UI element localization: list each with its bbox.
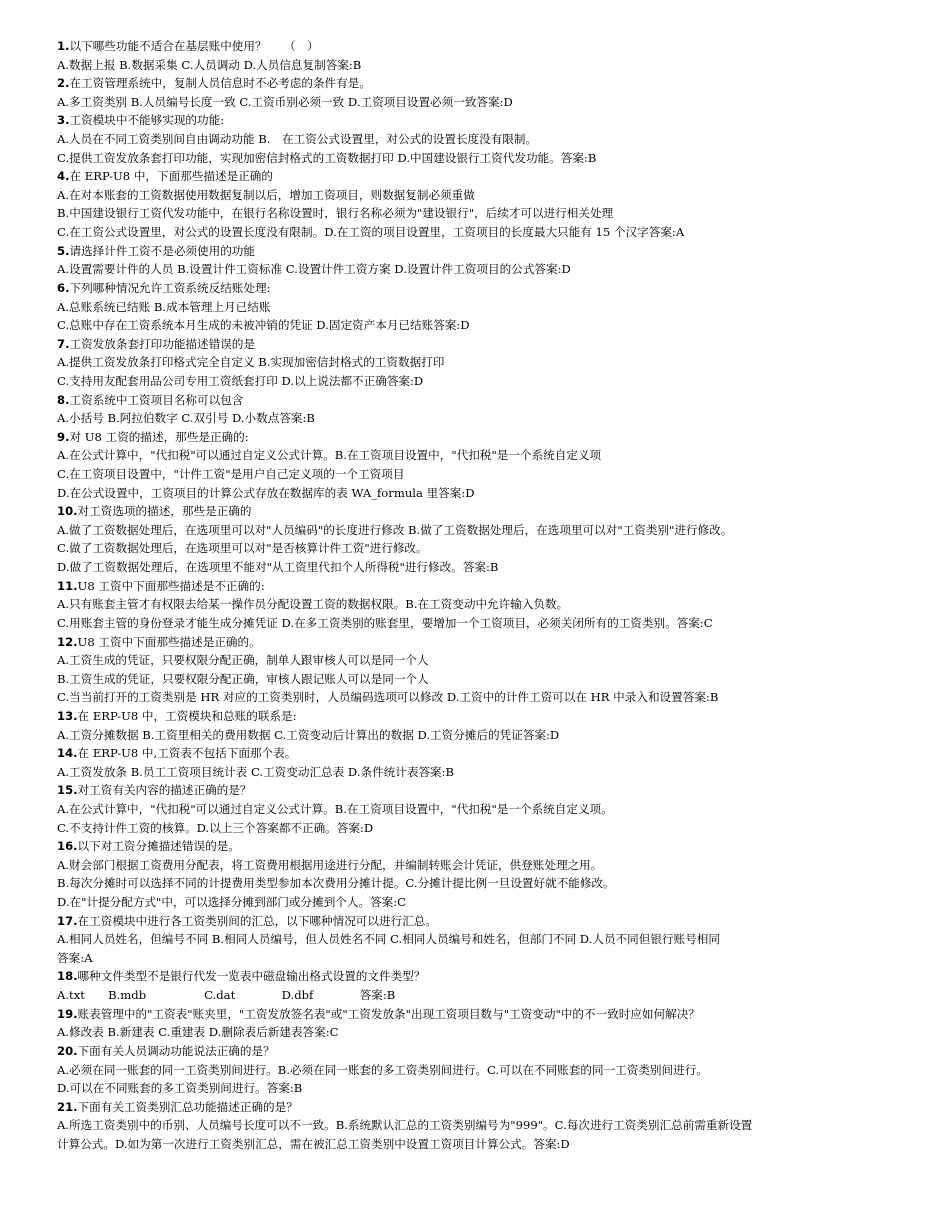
option-line: A.财会部门根据工资费用分配表，将工资费用根据用途进行分配，并编制转账会计凭证，供登账处理之用。 xyxy=(57,857,603,872)
option-line: 计算公式。D.如为第一次进行工资类别汇总，需在被汇总工资类别中设置工资项目计算公式。答案:D xyxy=(57,1136,570,1151)
option-line: A.工资发放条 B.员工工资项目统计表 C.工资变动汇总表 D.条件统计表答案:B xyxy=(57,764,455,779)
option-line: C.支持用友配套用品公司专用工资纸套打印 D.以上说法都不正确答案:D xyxy=(57,373,424,388)
option-line: C.用账套主管的身份登录才能生成分摊凭证 D.在多工资类别的账套里，要增加一个工资项目，必须关闭所有的工资类别。答案:C xyxy=(57,615,713,630)
option-line: A.在公式计算中，"代扣税"可以通过自定义公式计算。B.在工资项目设置中，"代扣税"是一个系统自定义项。 xyxy=(57,801,613,816)
question-line xyxy=(57,912,917,931)
option-line: B.工资生成的凭证，只要权限分配正确，审核人跟记账人可以是同一个人 xyxy=(57,671,429,686)
question-number: 16. xyxy=(57,839,78,854)
option-line: C.不支持计件工资的核算。D.以上三个答案都不正确。答案:D xyxy=(57,820,374,835)
question-number: 19. xyxy=(57,1006,78,1021)
question-line xyxy=(57,633,917,652)
question-number: 18. xyxy=(57,969,78,984)
question-text: 工资发放条套打印功能描述错误的是 xyxy=(69,336,255,351)
option-line: A.人员在不同工资类别间自由调动功能 B. 在工资公式设置里，对公式的设置长度没有限制。 xyxy=(57,132,538,147)
option-line: D.可以在不同账套的多工资类别间进行。答案:B xyxy=(57,1081,303,1096)
question-number: 6. xyxy=(57,280,70,295)
question-line xyxy=(57,967,917,986)
question-text: 哪种文件类型不是银行代发一览表中磁盘输出格式设置的文件类型？ xyxy=(77,969,426,984)
question-text: 在 ERP-U8 中，工资模块和总账的联系是: xyxy=(77,708,297,723)
question-line xyxy=(57,335,917,354)
question-line xyxy=(57,837,917,856)
option-line: C.在工资项目设置中，"计件工资"是用户自己定义项的一个工资项目 xyxy=(57,467,405,482)
question-line xyxy=(57,1005,917,1024)
option-line: A.提供工资发放条打印格式完全自定义 B.实现加密信封格式的工资数据打印 xyxy=(57,355,445,370)
question-text: 工资系统中工资项目名称可以包含 xyxy=(69,392,244,407)
option-line: D.在公式设置中，工资项目的计算公式存放在数据库的表 WA_formula 里答案:D xyxy=(57,485,475,500)
question-text: 请选择计件工资不是必须使用的功能 xyxy=(69,243,255,258)
option-line: A.多工资类别 B.人员编号长度一致 C.工资币别必须一致 D.工资项目设置必须一致答案:D xyxy=(57,94,513,109)
question-line xyxy=(57,781,917,800)
question-text: 对工资有关内容的描述正确的是？ xyxy=(77,783,252,798)
question-text: 在工资管理系统中，复制人员信息时不必考虑的条件有是。 xyxy=(69,76,371,91)
option-line: A.在对本账套的工资数据使用数据复制以后，增加工资项目，则数据复制必须重做 xyxy=(57,187,475,202)
question-number: 13. xyxy=(57,708,78,723)
option-line: A.做了工资数据处理后，在选项里可以对"人员编码"的长度进行修改 B.做了工资数据处理后，在选项里可以对"工资类别"进行修改。 xyxy=(57,522,733,537)
option-line: C.当当前打开的工资类别是 HR 对应的工资类别时，人员编码选项可以修改 D.工资中的计件工资可以在 HR 中录入和设置答案:B xyxy=(57,690,719,705)
question-number: 12. xyxy=(57,634,78,649)
question-line xyxy=(57,37,917,56)
question-number: 9. xyxy=(57,429,70,444)
question-text: 对 U8 工资的描述，那些是正确的: xyxy=(69,429,249,444)
option-line: A.数据上报 B.数据采集 C.人员调动 D.人员信息复制答案:B xyxy=(57,57,362,72)
question-text: 下面有关人员调动功能说法正确的是？ xyxy=(77,1043,275,1058)
question-number: 8. xyxy=(57,392,70,407)
question-line xyxy=(57,1042,917,1061)
question-number: 11. xyxy=(57,578,78,593)
option-line: A.工资分摊数据 B.工资里相关的费用数据 C.工资变动后计算出的数据 D.工资分摊后的凭证答案:D xyxy=(57,727,560,742)
question-text: 以下哪些功能不适合在基层账中使用？ （ ） xyxy=(69,39,319,53)
question-line xyxy=(57,428,917,447)
option-line: C.提供工资发放条套打印功能，实现加密信封格式的工资数据打印 D.中国建设银行工资代发功能。答案:B xyxy=(57,150,597,165)
option-line: A.必须在同一账套的同一工资类别间进行。B.必须在同一账套的多工资类别间进行。C.可以在不同账套的同一工资类别间进行。 xyxy=(57,1062,708,1077)
question-number: 3. xyxy=(57,113,70,128)
option-line: C.总账中存在工资系统本月生成的未被冲销的凭证 D.固定资产本月已结账答案:D xyxy=(57,318,470,333)
question-text: 账表管理中的"工资表"账夹里，"工资发放签名表"或"工资发放条"出现工资项目数与"工资变动"中的不一致时应如何解决？ xyxy=(77,1006,700,1021)
option-line: A.小括号 B.阿拉伯数字 C.双引号 D.小数点答案:B xyxy=(57,411,315,426)
question-text: 以下对工资分摊描述错误的是。 xyxy=(77,839,240,854)
question-text: 在 ERP-U8 中，下面那些描述是正确的 xyxy=(69,169,273,184)
option-line: C.在工资公式设置里，对公式的设置长度没有限制。D.在工资的项目设置里，工资项目的长度最大只能有 15 个汉字答案:A xyxy=(57,225,685,240)
option-line: A.总账系统已结账 B.成本管理上月已结账 xyxy=(57,299,271,314)
question-number: 7. xyxy=(57,336,70,351)
question-line xyxy=(57,744,917,763)
question-text: U8 工资中下面那些描述是正确的。 xyxy=(77,634,261,649)
option-line: A.修改表 B.新建表 C.重建表 D.删除表后新建表答案:C xyxy=(57,1025,339,1040)
question-line xyxy=(57,577,917,596)
question-number: 5. xyxy=(57,243,70,258)
question-text: U8 工资中下面那些描述是不正确的: xyxy=(77,578,265,593)
option-line: A.只有账套主管才有权限去给某一操作员分配设置工资的数据权限。B.在工资变动中允许输入负数。 xyxy=(57,597,569,612)
question-number: 21. xyxy=(57,1099,78,1114)
question-number: 17. xyxy=(57,913,78,928)
question-line xyxy=(57,391,917,410)
question-number: 1. xyxy=(57,39,70,53)
option-line: 答案:A xyxy=(57,950,93,965)
question-text: 在工资模块中进行各工资类别间的汇总，以下哪种情况可以进行汇总。 xyxy=(77,913,437,928)
option-line: A.设置需要计件的人员 B.设置计件工资标准 C.设置计件工资方案 D.设置计件工资项目的公式答案:D xyxy=(57,262,571,277)
option-line: A.所选工资类别中的币别、人员编号长度可以不一致。B.系统默认汇总的工资类别编号为"999"。C.每次进行工资类别汇总前需重新设置 xyxy=(57,1118,753,1133)
question-text: 下列哪种情况允许工资系统反结账处理: xyxy=(69,280,271,295)
question-text: 工资模块中不能够实现的功能: xyxy=(69,113,225,128)
option-line: A.相同人员姓名，但编号不同 B.相同人员编号，但人员姓名不同 C.相同人员编号和姓名，但部门不同 D.人员不同但银行账号相同 xyxy=(57,932,720,947)
question-number: 20. xyxy=(57,1043,78,1058)
question-line xyxy=(57,707,917,726)
question-document xyxy=(57,37,917,1154)
option-line: D.做了工资数据处理后，在选项里不能对"从工资里代扣个人所得税"进行修改。答案:B xyxy=(57,560,499,575)
question-line xyxy=(57,502,917,521)
option-line: A.txt B.mdb C.dat D.dbf 答案:B xyxy=(57,988,396,1003)
question-number: 10. xyxy=(57,504,78,519)
question-text: 对工资选项的描述，那些是正确的 xyxy=(77,504,252,519)
question-text: 在 ERP-U8 中,工资表不包括下面那个表。 xyxy=(77,746,297,761)
option-line: A.在公式计算中，"代扣税"可以通过自定义公式计算。B.在工资项目设置中，"代扣税"是一个系统自定义项 xyxy=(57,448,602,463)
question-line xyxy=(57,167,917,186)
question-number: 2. xyxy=(57,76,70,91)
option-line: A.工资生成的凭证，只要权限分配正确，制单人跟审核人可以是同一个人 xyxy=(57,653,429,668)
question-line xyxy=(57,242,917,261)
option-line: B.中国建设银行工资代发功能中，在银行名称设置时，银行名称必须为"建设银行"，后续才可以进行相关处理 xyxy=(57,206,614,221)
question-line xyxy=(57,1098,917,1117)
option-line: D.在"计提分配方式"中，可以选择分摊到部门或分摊到个人。答案:C xyxy=(57,895,407,910)
question-line xyxy=(57,74,917,93)
option-line: B.每次分摊时可以选择不同的计提费用类型参加本次费用分摊计提。C.分摊计提比例一旦设置好就不能修改。 xyxy=(57,876,615,891)
question-line xyxy=(57,279,917,298)
option-line: C.做了工资数据处理后，在选项里可以对"是否核算计件工资"进行修改。 xyxy=(57,541,428,556)
question-number: 14. xyxy=(57,746,78,761)
question-line xyxy=(57,111,917,130)
question-number: 4. xyxy=(57,169,70,184)
question-number: 15. xyxy=(57,783,78,798)
question-text: 下面有关工资类别汇总功能描述正确的是？ xyxy=(77,1099,298,1114)
